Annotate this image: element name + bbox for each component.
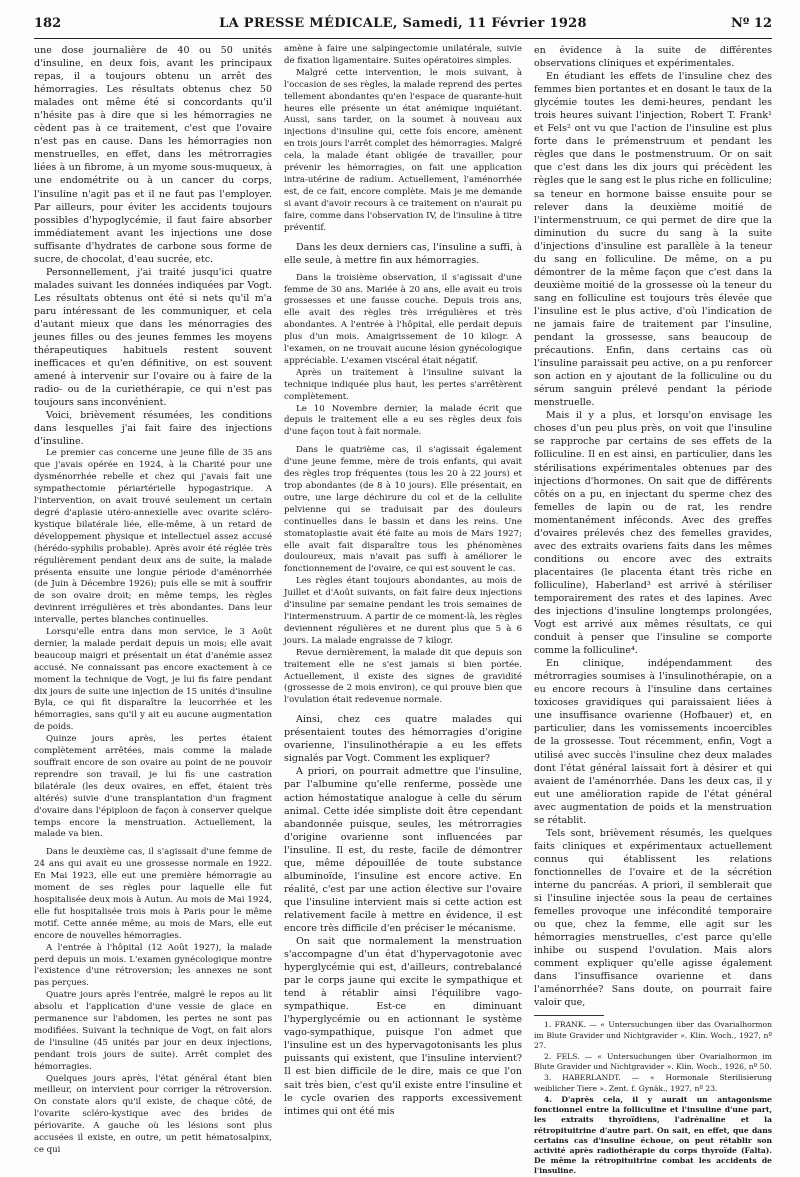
- paragraph: Personnellement, j'ai traité jusqu'ici quatre malades suivant les données indiquées par Vogt. Les résultats obtenus ont été si nets qu'il m'a paru intéressant de les communiquer, et cela d'autant mieux que dans les ménorragies des jeunes filles ou des jeunes femmes les moyens thérapeutiques habituels restent souvent inefficaces et qu'en définitive, on est souvent amené à intervenir sur l'ovaire ou à faire de la radio- ou de la curiethérapie, ce qui n'est pas toujours sans inconvénient.: [34, 266, 272, 409]
- paragraph: A priori, on pourrait admettre que l'insuline, par l'albumine qu'elle renferme, possède une action hémostatique analogue à celle du sérum animal. Cette idée simpliste doit être cependant abandonnée puisque, seules, les métrorragies d'origine ovarienne sont influencées par l'insuline. Il est, du reste, facile de démontrer que, même dépouillée de toute substance albuminoïde, l'insuline est encore active. En réalité, c'est par une action élective sur l'ovaire que l'insuline intervient mais si cette action est relativement facile à mettre en évidence, il est encore très difficile d'en préciser le mécanisme.: [284, 766, 522, 934]
- paragraph: A l'entrée à l'hôpital (12 Août 1927), la malade perd depuis un mois. L'examen gynécologique montre l'existence d'une rétroversion; les annexes ne sont pas perçues.: [34, 942, 272, 989]
- paragraph: Ainsi, chez ces quatre malades qui présentaient toutes des hémorragies d'origine ovarienne, l'insulinothérapie a eu les effets signalés par Vogt. Comment les expliquer?: [284, 714, 522, 765]
- paragraph: En clinique, indépendamment des métrorragies soumises à l'insulinothérapie, on a eu encore recours à l'insuline dans certaines toxicoses gravidiques qui paraissaient liées à une insuffisance ovarienne (Hofbauer) et, en particulier, dans les vomissements incoercibles de la grossesse. Tout récemment, enfin, Vogt a utilisé avec succès l'insuline chez deux malades dont l'état général laissait fort à désirer et qui avaient de l'aménorrhée. Dans les deux cas, il y eut une amélioration rapide de l'état général avec augmentation de poids et la menstruation se rétablit.: [534, 658, 772, 826]
- footnote-divider: [534, 1015, 604, 1016]
- paragraph: Malgré cette intervention, le mois suivant, à l'occasion de ses règles, la malade reprend des pertes tellement abondantes qu'en l'espace de quarante-huit heures elle présente un état anémique inquiétant. Aussi, sans tarder, on la soumet à nouveau aux injections d'insuline qui, cette fois encore, amènent en trois jours l'arrêt complet des hémorragies. Malgré cela, la malade étant obligée de travailler, pour prévenir les hémorragies, on fait une application intra-utérine de radium. Actuellement, l'aménorrhée est, de ce fait, encore complète. Mais je me demande si avant d'avoir recours à ce traitement on n'aurait pu faire, comme dans l'observation IV, de l'insuline à titre préventif.: [284, 67, 522, 233]
- paragraph: Revue dernièrement, la malade dit que depuis son traitement elle ne s'est jamais si bien portée. Actuellement, il existe des signes de gravidité (grossesse de 2 mois environ), ce qui prouve bien que l'ovulation était redevenue normale.: [284, 647, 522, 706]
- paragraph: Dans le deuxième cas, il s'agissait d'une femme de 24 ans qui avait eu une grossesse normale en 1922. En Mai 1923, elle eut une première hémorragie au moment de ses règles pour laquelle elle fut hospitalisée deux mois à Autun. Au mois de Mai 1924, elle fut hospitalisée trois mois à Paris pour le même motif. Cette année même, au mois de Mars, elle eut encore de nouvelles hémorragies.: [34, 847, 272, 941]
- footnote: 2. FELS. — « Untersuchungen über Ovarialhormon im Blute Gravider und Nichtgravider ». Klin. Woch., 1926, nº 50.: [534, 1052, 772, 1072]
- paragraph: en évidence à la suite de différentes observations cliniques et expérimentales.: [534, 45, 772, 70]
- paragraph: une dose journalière de 40 ou 50 unités d'insuline, en deux fois, avant les principaux repas, il a toujours obtenu un arrêt des hémorragies. Les résultats obtenus chez 50 malades ont même été si concordants qu'il n'hésite pas à dire que si les hémorragies ne cèdent pas à ce traitement, c'est que l'ovaire n'est pas en cause. Dans les hémorragies non menstruelles, en effet, dans les métrorragies liées à un fibrome, à un myome sous-muqueux, à une endométrite ou à un cancer du corps, l'insuline n'agit pas et il ne faut pas l'employer. Par ailleurs, pour éviter les accidents toujours possibles d'hypoglycémie, il faut faire absorber immédiatement avant les injections une dose suffisante d'hydrates de carbone sous forme de sucre, de chocolat, d'eau sucrée, etc.: [34, 45, 272, 265]
- paragraph: Quinze jours après, les pertes étaient complètement arrêtées, mais comme la malade souffrait encore de son ovaire au point de ne pouvoir reprendre son travail, je lui fis une castration bilatérale (les deux ovaires, en effet, étaient très altérés) suivie d'une transplantation d'un fragment d'ovaire dans l'épiploon de façon à conserver quelque temps encore la menstruation. Actuellement, la malade va bien.: [34, 734, 272, 840]
- page-number: 182: [34, 16, 62, 31]
- paragraph: Quatre jours après l'entrée, malgré le repos au lit absolu et l'application d'une vessie de glace en permanence sur l'abdomen, les pertes ne sont pas modifiées. Suivant la technique de Vogt, on fait alors de l'insuline (45 unités par jour en deux injections, pendant trois jours de suite). Arrêt complet des hémorragies.: [34, 990, 272, 1072]
- footnote: 4. D'après cela, il y aurait un antagonisme fonctionnel entre la folliculine et l'insuline d'une part, les extraits thyroïdiens, l'adrénaline et la rétropituitrine d'autre part. On sait, en effet, que dans certains cas d'insuline échoue, on peut rétablir son activité après radiothérapie du corps thyroïde (Falta). De même la rétropituitrine combat les accidents de l'insuline.: [534, 1094, 772, 1176]
- paragraph: Lorsqu'elle entra dans mon service, le 3 Août dernier, la malade perdait depuis un mois; elle avait beaucoup maigri et présentait un état d'anémie assez accusé. Ne connaissant pas encore exactement à ce moment la technique de Vogt, je lui fis faire pendant dix jours de suite une injection de 15 unités d'insuline Byla, ce qui fit disparaître la leucorrhée et les hémorragies, sans qu'il y ait eu aucune augmentation de poids.: [34, 627, 272, 733]
- footnote: 3. HABERLANDT. — « Hormonale Sterilisierung weiblicher Tiere ». Zent. f. Gynäk., 1927, nº 23.: [534, 1073, 772, 1093]
- paragraph: Le premier cas concerne une jeune fille de 35 ans que j'avais opérée en 1924, à la Charité pour une dysménorrhée rebelle et chez qui j'avais fait une sympathectomie périartérielle hypogastrique. A l'intervention, on avait trouvé seulement un certain degré d'aplasie utéro-annexielle avec ovarite scléro-kystique bilatérale liée, elle-même, à un retard de développement physique et intellectuel assez accusé (hérédo-syphilis probable). Après avoir été réglée très régulièrement pendant deux ans de suite, la malade présenta ensuite une longue période d'aménorrhée (de Juin à Décembre 1926); puis elle se mit à souffrir de son ovaire droit; en même temps, les règles devinrent irrégulières et très abondantes. Dans leur intervalle, pertes blanches continuelles.: [34, 448, 272, 626]
- paragraph: amène à faire une salpingectomie unilatérale, suivie de fixation ligamentaire. Suites opératoires simples.: [284, 44, 522, 66]
- paragraph: Mais il y a plus, et lorsqu'on envisage les choses d'un peu plus près, on voit que l'insuline se rapproche par certains de ses effets de la folliculine. Il en est ainsi, en particulier, dans les stérilisations expérimentales obtenues par des injections d'hormones. On sait que de différents côtés on a pu, en injectant du sperme chez des femelles de lapin ou de rat, les rendre momentanément inféconds. Avec des greffes d'ovaires prélevés chez des femelles gravides, avec des extraits ovariens faits dans les mêmes conditions ou encore avec des extraits placentaires (le placenta étant très riche en folliculine), Haberland³ est arrivé à stériliser temporairement des rates et des lapines. Avec des injections d'insuline longtemps prolongées, Vogt est arrivé aux mêmes résultats, ce qui conduit à penser que l'insuline se comporte comme la folliculine⁴.: [534, 410, 772, 657]
- journal-title: LA PRESSE MÉDICALE, Samedi, 11 Février 1928: [219, 16, 587, 31]
- paragraph: Après un traitement à l'insuline suivant la technique indiquée plus haut, les pertes s'arrêtèrent complètement.: [284, 367, 522, 402]
- paragraph: En étudiant les effets de l'insuline chez des femmes bien portantes et en dosant le taux de la glycémie toutes les demi-heures, pendant les trois heures suivant l'injection, Robert T. Frank¹ et Fels² ont vu que l'action de l'insuline est plus forte dans le prémenstruum et pendant les règles que dans le postmenstruum. Or on sait que c'est dans les dix jours qui précèdent les règles que le sang est le plus riche en folliculine; sa teneur en hormone baisse ensuite pour se relever dans la deuxième moitié de l'intermenstruum, ce qui permet de dire que la diminution du sucre du sang à la suite d'injections d'insuline est parallèle à la teneur du sang en folliculine. De même, on a pu démontrer de la même façon que c'est dans la deuxième moitié de la grossesse où la teneur du sang en folliculine est toujours très élevée que l'insuline est le plus active, d'où l'indication de ne jamais faire de traitement par l'insuline, pendant la grossesse, sans beaucoup de précautions. Enfin, dans certains cas où l'insuline paraissait peu active, on a pu renforcer son action en y ajoutant de la folliculine ou du sérum sanguin prélevé pendant la période menstruelle.: [534, 71, 772, 409]
- page-header: [34, 16, 772, 39]
- column-middle: [284, 44, 522, 1117]
- paragraph: Dans la troisième observation, il s'agissait d'une femme de 30 ans. Mariée à 20 ans, elle avait eu trois grossesses et une fausse couche. Depuis trois ans, elle avait des règles très irrégulières et très abondantes. A l'entrée à l'hôpital, elle perdait depuis plus d'un mois. Amaigrissement de 10 kilogr. A l'examen, on ne trouvait aucune lésion gynécologique appréciable. L'examen viscéral était négatif.: [284, 272, 522, 366]
- paragraph: Quelques jours après, l'état général étant bien meilleur, on intervient pour corriger la rétroversion. On constate alors qu'il existe, de chaque côté, de l'ovarite scléro-kystique avec des brides de périovarite. A gauche où les lésions sont plus accusées il existe, en outre, un petit hématosalpinx, ce qui: [34, 1073, 272, 1156]
- column-right: [534, 44, 772, 1176]
- footnote: 1. FRANK. — « Untersuchungen über das Ovarialhormon im Blute Gravider und Nichtgravider ». Klin. Woch., 1927, nº 27.: [534, 1020, 772, 1050]
- paragraph: Voici, brièvement résumées, les conditions dans lesquelles j'ai fait faire des injections d'insuline.: [34, 410, 272, 448]
- paragraph: Le 10 Novembre dernier, la malade écrit que depuis le traitement elle a eu ses règles deux fois d'une façon tout à fait normale.: [284, 403, 522, 438]
- issue-number: Nº 12: [731, 16, 772, 31]
- paragraph: Dans le quatrième cas, il s'agissait également d'une jeune femme, mère de trois enfants, qui avait des règles trop fréquentes (tous les 20 à 22 jours) et trop abondantes (de 8 à 10 jours). Elle présentait, en outre, une large déchirure du col et de la cellulite pelvienne qui se traduisait par des douleurs continuelles dans le bassin et dans les reins. Une stomatoplastie avait été faite au mois de Mars 1927; elle avait fait disparaître tous les phénomènes douloureux, mais n'avait pas suffi à améliorer le fonctionnement de l'ovaire, ce qui est souvent le cas.: [284, 445, 522, 575]
- paragraph: Tels sont, brièvement résumés, les quelques faits cliniques et expérimentaux actuellement connus qui établissent les relations fonctionnelles de l'ovaire et de la sécrétion interne du pancréas. A priori, il semblerait que si l'insuline injectée sous la peau de certaines femelles provoque une infécondité temporaire ou que, chez la femme, elle agit sur les hémorragies menstruelles, c'est parce qu'elle inhibe ou suspend l'ovulation. Mais alors comment expliquer qu'elle agisse également dans l'insuffisance ovarienne et dans l'aménorrhée? Sans doute, on pourrait faire valoir que,: [534, 827, 772, 1009]
- text-columns: [34, 44, 772, 1176]
- paragraph: Les règles étant toujours abondantes, au mois de Juillet et d'Août suivants, on fait faire deux injections d'insuline par semaine pendant les trois semaines de l'intermenstruum. A partir de ce moment-là, les règles deviennent régulières et ne durent plus que 5 à 6 jours. La malade engraisse de 7 kilogr.: [284, 576, 522, 646]
- paragraph: On sait que normalement la menstruation s'accompagne d'un état d'hypervagotonie avec hyperglycémie qui est, d'ailleurs, contrebalancé par le corps jaune qui excite le sympathique et tend à rétablir ainsi l'équilibre vago-sympathique. Est-ce en diminuant l'hyperglycémie ou en actionnant le système vago-sympathique, puisque l'on admet que l'insuline est un des hypervagotonisants les plus puissants qui existent, que l'insuline intervient? Il est bien difficile de le dire, mais ce que l'on sait très bien, c'est qu'il existe entre l'insuline et le cycle ovarien des rapports excessivement intimes qui ont été mis: [284, 936, 522, 1117]
- column-left: [34, 44, 272, 1156]
- paragraph: Dans les deux derniers cas, l'insuline a suffi, à elle seule, à mettre fin aux hémorragies.: [284, 241, 522, 266]
